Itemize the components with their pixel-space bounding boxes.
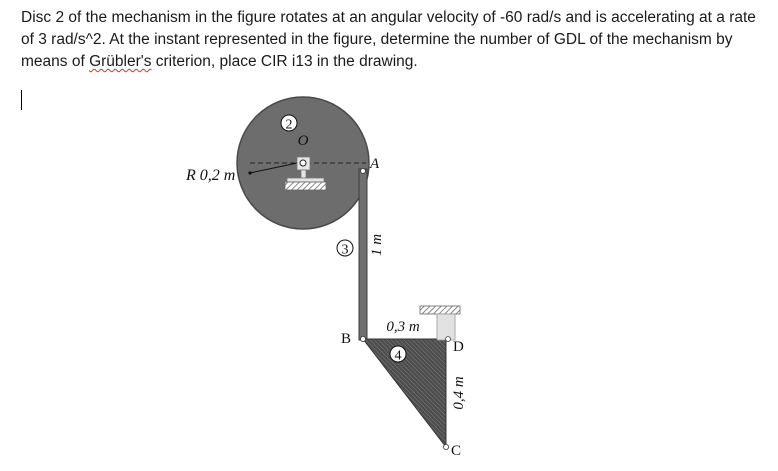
problem-text-before: Disc 2 of the mechanism in the figure rotates at an angular velocity of -60 rad/s and is accelerating at a rate of 3 rad/s^2. At the instant represented in the figure, determine the number of GDL of the mechanism by means of: [21, 9, 756, 70]
pivot-o-joint: [300, 160, 306, 166]
svg-text:3: 3: [341, 242, 349, 258]
joint-b: [360, 336, 365, 341]
problem-text-after: criterion, place CIR i13 in the drawing.: [151, 53, 418, 70]
joint-a: [361, 169, 366, 174]
link-3: [359, 169, 367, 340]
joint-d: [446, 337, 451, 342]
point-label-d: D: [453, 339, 464, 355]
radius-label: R 0,2 m: [186, 167, 236, 184]
link-length-label: 1 m: [369, 233, 385, 257]
body-label-3: [337, 240, 353, 258]
misspelled-word[interactable]: Grübler's: [89, 53, 152, 70]
radius-dot: [248, 171, 251, 174]
horizontal-dimension-label: 0,3 m: [386, 319, 420, 335]
joint-c: [443, 444, 448, 449]
svg-text:4: 4: [394, 348, 402, 364]
point-label-a: A: [370, 156, 380, 172]
point-label-c: C: [451, 443, 462, 459]
point-label-b: B: [341, 331, 352, 347]
svg-text:2: 2: [285, 117, 293, 133]
slider-support-d: [420, 306, 460, 340]
vertical-dimension-label: 0,4 m: [451, 376, 467, 410]
point-label-o: O: [297, 133, 309, 149]
